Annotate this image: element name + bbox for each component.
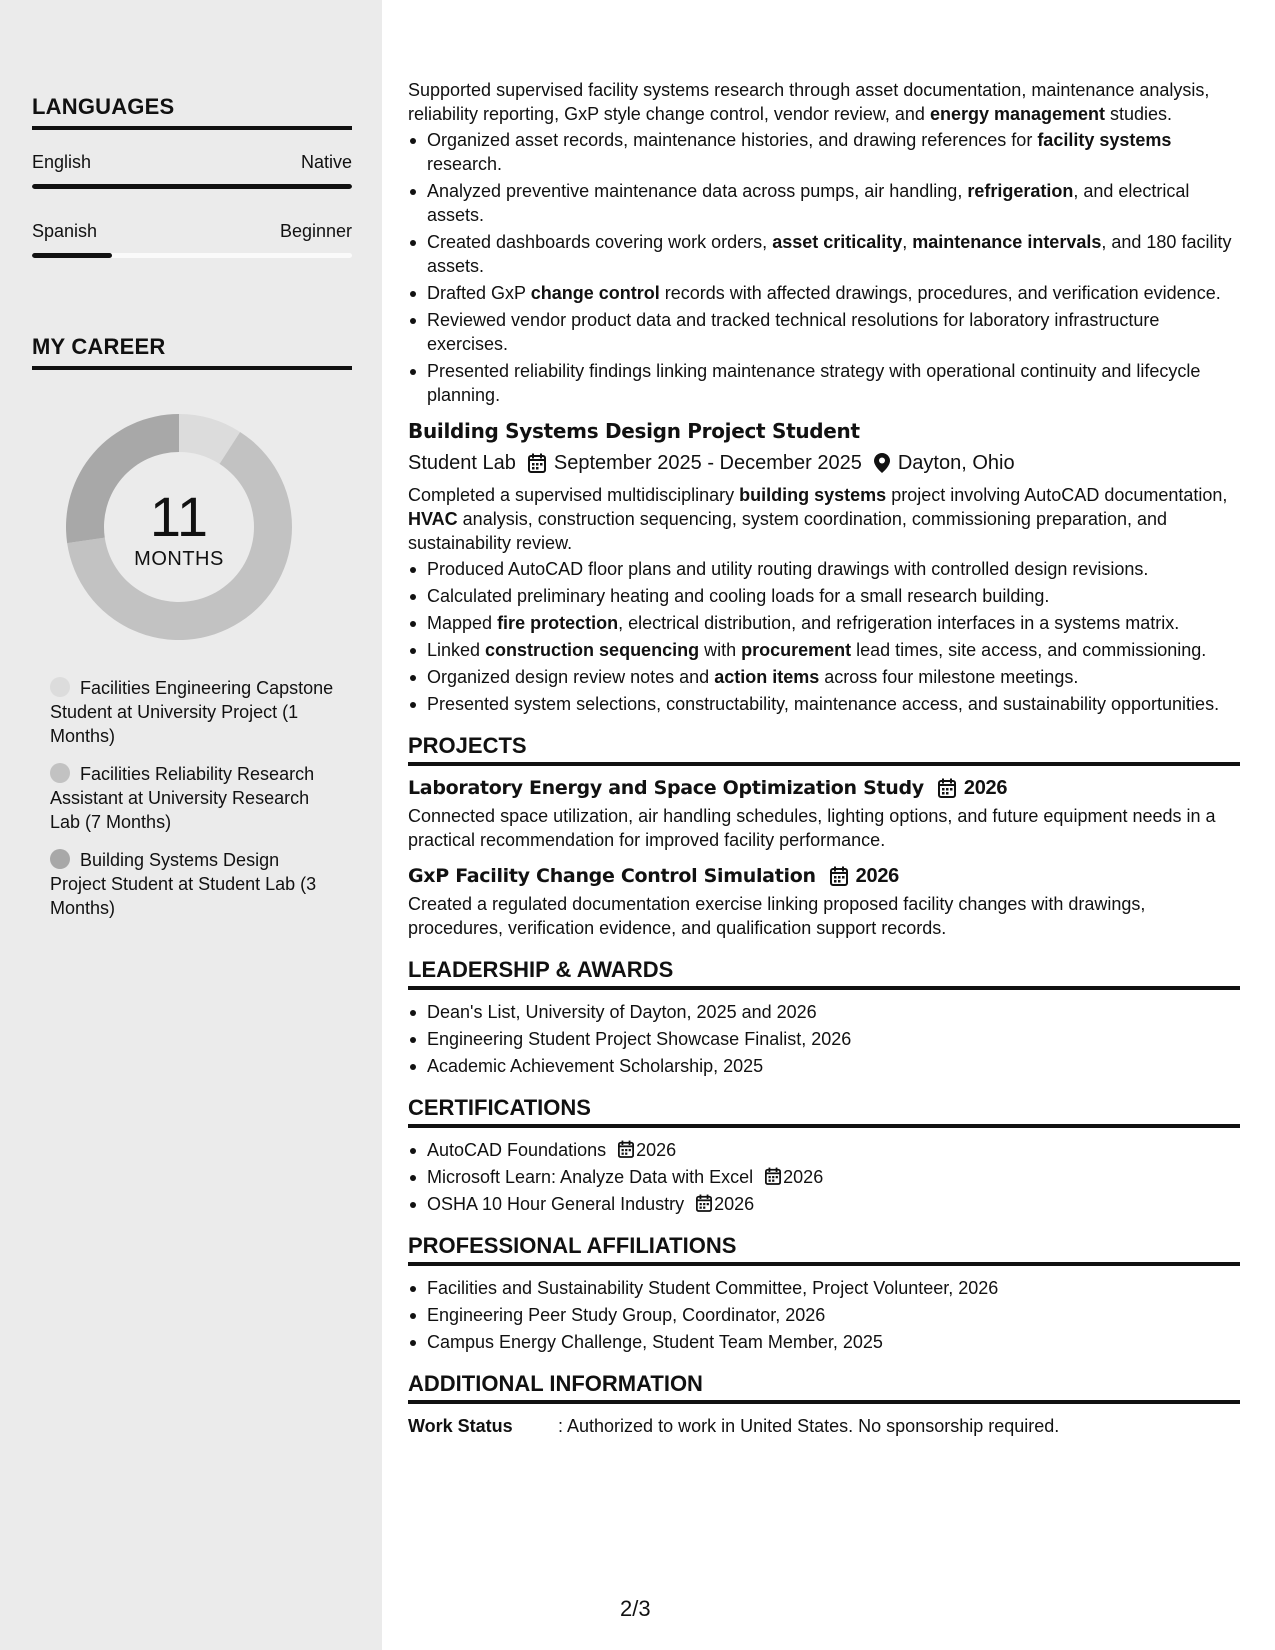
calendar-icon (765, 1167, 781, 1185)
cert-name: OSHA 10 Hour General Industry (427, 1194, 685, 1214)
legend-dot (50, 763, 70, 783)
list-item: Presented system selections, constructability, maintenance access, and sustainability opportunities. (408, 692, 1240, 716)
language-english (32, 152, 352, 173)
list-item: Reviewed vendor product data and tracked technical resolutions for laboratory infrastructure exercises. (408, 308, 1240, 356)
list-item: Mapped fire protection, electrical distribution, and refrigeration interfaces in a systems matrix. (408, 611, 1240, 635)
page-number: 2/3 (620, 1596, 651, 1621)
additional-heading: ADDITIONAL INFORMATION (408, 1372, 1240, 1404)
career-unit: MONTHS (134, 548, 224, 570)
list-item (408, 1192, 1240, 1216)
project-title-row (408, 864, 1240, 888)
project-title-row (408, 776, 1240, 800)
list-item: Drafted GxP change control records with affected drawings, procedures, and verification evidence. (408, 281, 1240, 305)
language-name: Spanish (32, 221, 98, 241)
job-bullets (408, 557, 1240, 716)
project-title: Laboratory Energy and Space Optimization Study (408, 777, 924, 799)
list-item: Organized design review notes and action items across four milestone meetings. (408, 665, 1240, 689)
career-donut (66, 414, 292, 640)
main-content (408, 78, 1240, 1438)
list-item: Analyzed preventive maintenance data across pumps, air handling, refrigeration, and electrical assets. (408, 179, 1240, 227)
list-item: Organized asset records, maintenance histories, and drawing references for facility systems research. (408, 128, 1240, 176)
list-item: Calculated preliminary heating and cooling loads for a small research building. (408, 584, 1240, 608)
leadership-heading: LEADERSHIP & AWARDS (408, 958, 1240, 990)
affiliations-list (408, 1276, 1240, 1354)
work-status-label: Work Status (408, 1416, 513, 1436)
career-total: 11 (149, 485, 209, 548)
career-legend-item (50, 848, 340, 920)
calendar-icon (696, 1194, 712, 1212)
list-item: Campus Energy Challenge, Student Team Member, 2025 (408, 1330, 1240, 1354)
list-item: Produced AutoCAD floor plans and utility routing drawings with controlled design revisions. (408, 557, 1240, 581)
job-summary: Completed a supervised multidisciplinary building systems project involving AutoCAD documentation, HVAC analysis, construction sequencing, system coordination, commissioning preparation, and sustainability review. (408, 485, 1228, 553)
legend-dot (50, 849, 70, 869)
career-heading: MY CAREER (32, 334, 352, 370)
language-bar-english (32, 184, 352, 189)
cert-year: 2026 (636, 1140, 677, 1160)
list-item: Engineering Peer Study Group, Coordinator, 2026 (408, 1303, 1240, 1327)
calendar-icon (938, 778, 956, 798)
project-description: Created a regulated documentation exercise linking proposed facility changes with drawings, procedures, verification evidence, and qualification support records. (408, 894, 1146, 938)
legend-label: Facilities Engineering Capstone Student at University Project (1 Months) (50, 678, 334, 746)
experience-bullets (408, 128, 1240, 407)
experience-intro: Supported supervised facility systems research through asset documentation, maintenance analysis, reliability reporting, GxP style change control, vendor review, and energy management studies. (408, 80, 1210, 124)
work-status-row (408, 1414, 1240, 1438)
list-item: Presented reliability findings linking maintenance strategy with operational continuity and lifecycle planning. (408, 359, 1240, 407)
job-meta (408, 451, 1240, 475)
career-legend-item (50, 762, 340, 834)
languages-heading: LANGUAGES (32, 94, 352, 130)
cert-year: 2026 (783, 1167, 824, 1187)
list-item: Created dashboards covering work orders, asset criticality, maintenance intervals, and 180 facility assets. (408, 230, 1240, 278)
job-org: Student Lab (408, 452, 516, 474)
list-item (408, 1165, 1240, 1189)
calendar-icon (830, 866, 848, 886)
job-location: Dayton, Ohio (897, 452, 1015, 474)
language-bar-spanish (32, 253, 352, 258)
list-item: Engineering Student Project Showcase Finalist, 2026 (408, 1027, 1240, 1051)
certifications-heading: CERTIFICATIONS (408, 1096, 1240, 1128)
job-title: Building Systems Design Project Student (408, 419, 860, 443)
language-bar-fill (32, 253, 112, 258)
list-item: Linked construction sequencing with procurement lead times, site access, and commissioning. (408, 638, 1240, 662)
legend-dot (50, 677, 70, 697)
job-dates: September 2025 - December 2025 (553, 452, 862, 474)
project-year: 2026 (963, 777, 1008, 799)
language-level: Native (300, 152, 352, 172)
legend-label: Building Systems Design Project Student at Student Lab (3 Months) (50, 850, 317, 918)
cert-name: AutoCAD Foundations (427, 1140, 607, 1160)
certifications-list (408, 1138, 1240, 1216)
cert-name: Microsoft Learn: Analyze Data with Excel (427, 1167, 754, 1187)
affiliations-heading: PROFESSIONAL AFFILIATIONS (408, 1234, 1240, 1266)
calendar-icon (618, 1140, 634, 1158)
list-item: Facilities and Sustainability Student Committee, Project Volunteer, 2026 (408, 1276, 1240, 1300)
language-bar-fill (32, 184, 352, 189)
projects-heading: PROJECTS (408, 734, 1240, 766)
legend-label: Facilities Reliability Research Assistant at University Research Lab (7 Months) (50, 764, 315, 832)
work-status-value: : Authorized to work in United States. No sponsorship required. (558, 1416, 1060, 1436)
project-title: GxP Facility Change Control Simulation (408, 865, 816, 887)
project-year: 2026 (855, 865, 899, 887)
leadership-list (408, 1000, 1240, 1078)
cert-year: 2026 (714, 1194, 755, 1214)
calendar-icon (528, 453, 546, 473)
career-legend-item (50, 676, 340, 748)
list-item (408, 1138, 1240, 1162)
project-description: Connected space utilization, air handling schedules, lighting options, and future equipment needs in a practical recommendation for improved facility performance. (408, 806, 1216, 850)
language-spanish (32, 221, 352, 242)
language-level: Beginner (279, 221, 352, 241)
sidebar (0, 0, 382, 1650)
language-name: English (32, 152, 92, 172)
list-item: Dean's List, University of Dayton, 2025 and 2026 (408, 1000, 1240, 1024)
map-pin-icon (874, 453, 890, 473)
list-item: Academic Achievement Scholarship, 2025 (408, 1054, 1240, 1078)
